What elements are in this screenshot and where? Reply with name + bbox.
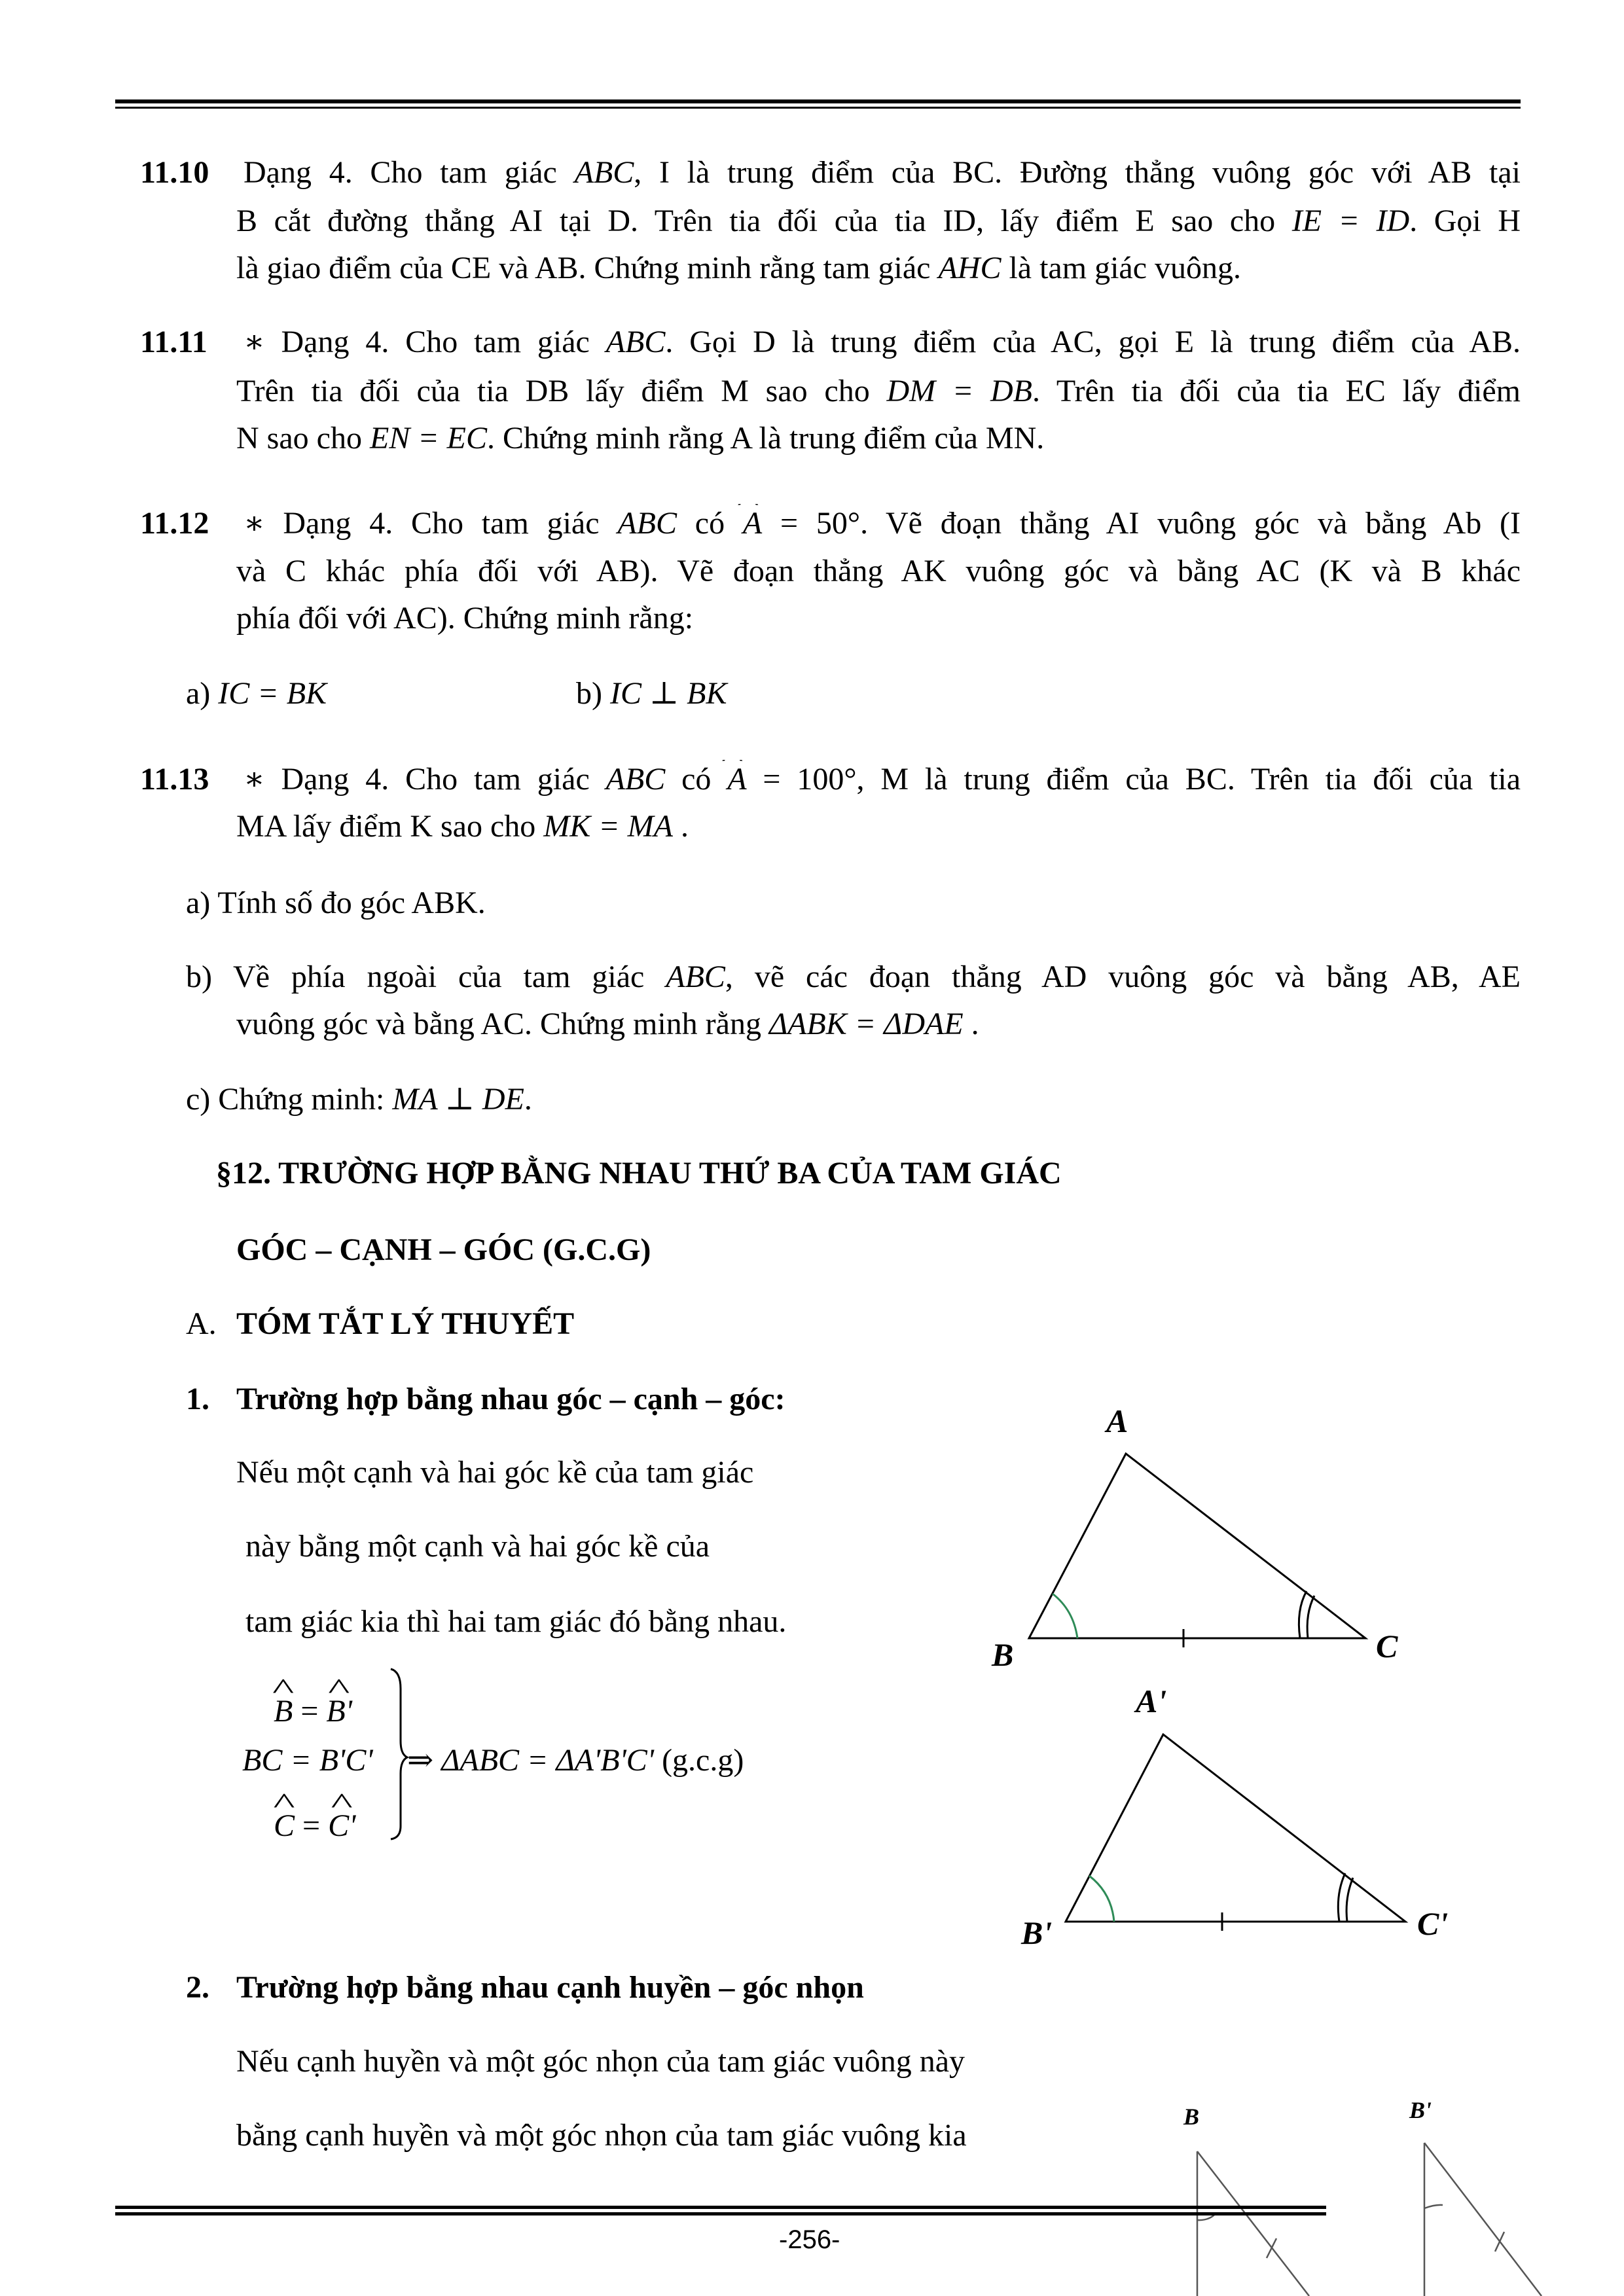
text-run: . Trên tia đối của tia EC lấy điểm <box>1032 374 1521 408</box>
math-expression: ΔABC = ΔA'B'C' <box>441 1743 655 1778</box>
text-run: = <box>293 1694 327 1729</box>
section-subtitle: GÓC – CẠNH – GÓC (G.C.G) <box>236 1232 651 1267</box>
math-expression: ABC <box>605 762 666 797</box>
bottom-rule-thin <box>115 2212 1326 2215</box>
problem-number: 11.10 <box>140 155 209 190</box>
text-run: bằng cạnh huyền và một góc nhọn của tam giác vuông kia <box>236 2118 967 2153</box>
math-expression: IC ⊥ BK <box>609 676 727 711</box>
case2-label: 2. <box>186 1970 209 2005</box>
text-run: là tam giác vuông. <box>1001 251 1242 285</box>
text-run: a) Tính số đo góc ABK. <box>186 886 486 920</box>
angle-symbol: ^ C' <box>328 1806 355 1846</box>
math-expression: DM = DB <box>886 374 1032 408</box>
label-a-prime: A' <box>1136 1683 1167 1719</box>
math-expression: IE = ID <box>1291 204 1410 238</box>
text-run: ∗ Dạng 4. Cho tam giác <box>244 762 606 797</box>
text-run: ⇒ <box>407 1743 442 1778</box>
text-run: có <box>676 506 743 541</box>
text-run: này bằng một cạnh và hai góc kề của <box>245 1529 710 1564</box>
part-a-label: A. <box>186 1306 217 1341</box>
problem-number: 11.12 <box>140 506 209 541</box>
text-run: (g.c.g) <box>654 1743 744 1778</box>
bottom-rule <box>115 2206 1326 2209</box>
text-run: . Chứng minh rằng A là trung điểm của MN. <box>487 421 1045 456</box>
text-run: phía đối với AC). Chứng minh rằng: <box>236 601 694 636</box>
math-expression: ABC <box>617 506 677 541</box>
text-run: . <box>672 809 689 844</box>
triangle-a2b2c2 <box>1066 1734 1405 1931</box>
page-number: -256- <box>779 2225 840 2254</box>
angle-symbol: ^ B <box>274 1692 293 1731</box>
section-title: §12. TRƯỜNG HỢP BẰNG NHAU THỨ BA CỦA TAM GIÁC <box>216 1156 1062 1191</box>
case1-title: Trường hợp bằng nhau góc – cạnh – góc: <box>236 1382 785 1416</box>
text-run: và C khác phía đối với AB). Vẽ đoạn thẳng AK vuông góc và bằng AC (K và B khác <box>236 554 1521 588</box>
text-run: vuông góc và bằng AC. Chứng minh rằng <box>236 1007 769 1041</box>
right-triangles-partial <box>1197 2143 1542 2296</box>
label-b-right: B <box>1183 2104 1200 2130</box>
angle-symbol: ^ A <box>743 504 762 543</box>
text-run: ∗ Dạng 4. Cho tam giác <box>244 325 606 359</box>
problem-number: 11.11 <box>140 325 208 359</box>
math-expression: BC = B'C' <box>242 1743 373 1778</box>
math-expression: ABC <box>605 325 666 359</box>
case2-title: Trường hợp bằng nhau cạnh huyền – góc nhọn <box>236 1970 864 2005</box>
text-run: = <box>295 1808 329 1843</box>
text-run: Dạng 4. Cho tam giác <box>244 155 575 190</box>
text-run: MA lấy điểm K sao cho <box>236 809 544 844</box>
math-expression: ABC <box>666 960 725 994</box>
problem-number: 11.13 <box>140 762 209 797</box>
text-run: . Gọi D là trung điểm của AC, gọi E là trung điểm của AB. <box>665 325 1521 359</box>
math-expression: ABC <box>574 155 634 190</box>
text-run: Nếu một cạnh và hai góc kề của tam giác <box>236 1455 754 1490</box>
text-run: có <box>665 762 728 797</box>
part-a-title: TÓM TẮT LÝ THUYẾT <box>236 1306 575 1341</box>
label-b-prime-right: B' <box>1409 2097 1432 2123</box>
text-run: b) Về phía ngoài của tam giác <box>186 960 666 994</box>
text-run: b) <box>576 676 610 711</box>
text-run: . <box>963 1007 979 1041</box>
text-run: tam giác kia thì hai tam giác đó bằng nhau. <box>245 1604 787 1639</box>
label-b: B <box>992 1636 1014 1673</box>
label-a: A <box>1106 1403 1128 1439</box>
angle-symbol: ^ C <box>274 1806 295 1846</box>
angle-symbol: ^ B' <box>326 1692 352 1731</box>
math-expression: AHC <box>938 251 1001 285</box>
triangle-abc <box>1029 1454 1365 1647</box>
text-run: B cắt đường thẳng AI tại D. Trên tia đối của tia ID, lấy điểm E sao cho <box>236 204 1292 238</box>
text-run: , I là trung điểm của BC. Đường thẳng vuông góc với AB tại <box>634 155 1521 190</box>
math-expression: MK = MA <box>543 809 673 844</box>
text-run: là giao điểm của CE và AB. Chứng minh rằng tam giác <box>236 251 939 285</box>
math-expression: EN = EC <box>369 421 488 456</box>
label-b-prime: B' <box>1021 1914 1053 1951</box>
angle-symbol: ^ A <box>727 760 746 799</box>
text-run: N sao cho <box>236 421 370 456</box>
text-run: . <box>524 1082 532 1117</box>
label-c: C <box>1376 1628 1398 1664</box>
text-run: = 50°. Vẽ đoạn thẳng AI vuông góc và bằng Ab (I <box>762 506 1521 541</box>
text-run: Trên tia đối của tia DB lấy điểm M sao cho <box>236 374 887 408</box>
label-c-prime: C' <box>1417 1905 1449 1942</box>
text-run: c) Chứng minh: <box>186 1082 393 1117</box>
math-expression: MA ⊥ DE <box>392 1082 524 1117</box>
math-expression: IC = BK <box>218 676 327 711</box>
math-expression: ΔABK = ΔDAE <box>768 1007 964 1041</box>
text-run: ∗ Dạng 4. Cho tam giác <box>244 506 618 541</box>
text-run: . Gọi H <box>1409 204 1521 238</box>
case1-label: 1. <box>186 1382 209 1416</box>
text-run: a) <box>186 676 219 711</box>
text-run: = 100°, M là trung điểm của BC. Trên tia đối của tia <box>746 762 1521 797</box>
text-run: , vẽ các đoạn thẳng AD vuông góc và bằng AB, AE <box>725 960 1521 994</box>
text-run: Nếu cạnh huyền và một góc nhọn của tam giác vuông này <box>236 2044 965 2079</box>
